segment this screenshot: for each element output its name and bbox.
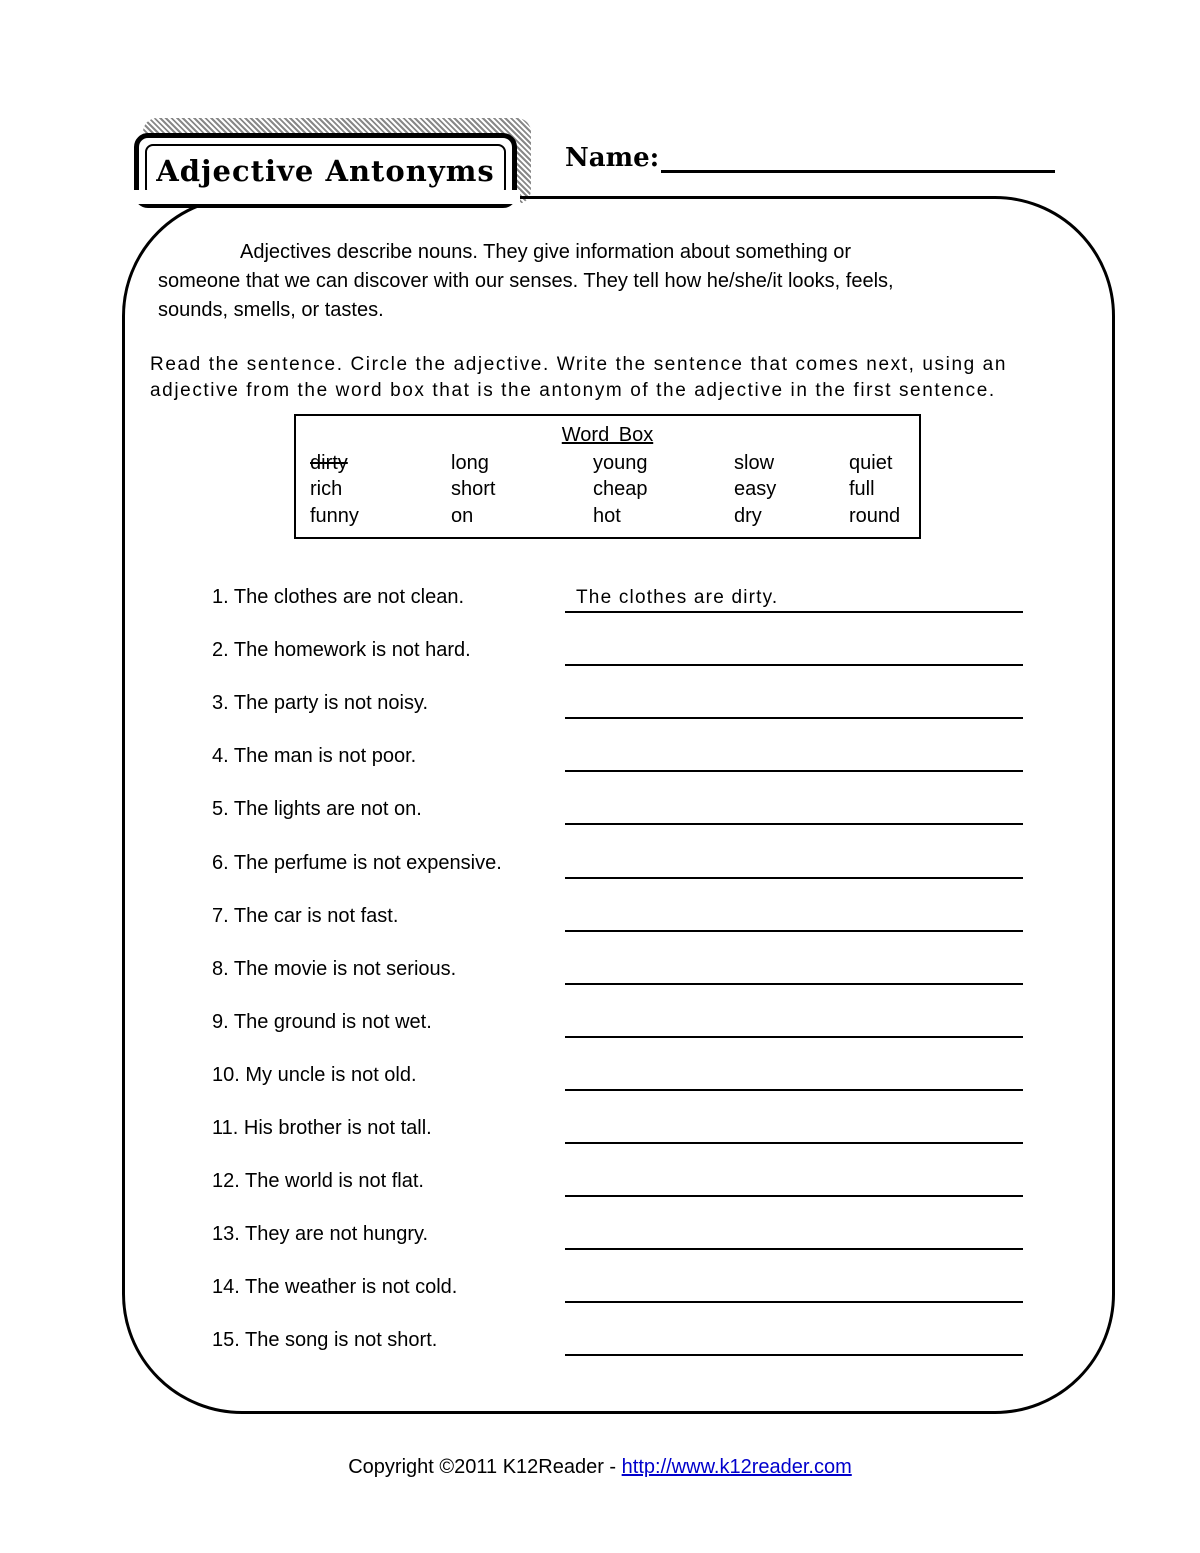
question-row [212,586,1024,616]
question-row [212,639,1024,669]
word-box-title: Word Box [561,424,654,446]
answer-line[interactable] [565,877,1023,879]
word-box-word: dry [734,505,762,527]
answer-line[interactable] [565,1036,1023,1038]
word-box-word: quiet [849,452,893,474]
answer-text: The clothes are dirty. [576,587,779,608]
question-text: 8. The movie is not serious. [212,958,457,980]
question-row [212,692,1024,722]
question-row [212,745,1024,775]
question-text: 9. The ground is not wet. [212,1011,432,1033]
instructions-line: adjective from the word box that is the antonym of the adjective in the first sentence. [150,380,996,401]
footer [0,1456,1200,1479]
word-box-word: long [451,452,489,474]
instructions-line: Read the sentence. Circle the adjective. Write the sentence that comes next, using an [150,354,1007,375]
question-text: 5. The lights are not on. [212,798,422,820]
answer-line[interactable] [565,1142,1023,1144]
question-row [212,1223,1024,1253]
word-box-word: slow [734,452,775,474]
instructions [150,352,1090,404]
answer-line[interactable] [565,770,1023,772]
name-label: Name: [565,143,660,173]
word-box-word: hot [593,505,621,527]
question-row [212,1276,1024,1306]
answer-line[interactable] [565,1301,1023,1303]
question-row [212,1117,1024,1147]
intro-line: Adjectives describe nouns. They give information about something or [240,241,852,263]
question-row [212,1329,1024,1359]
copyright-text: Copyright ©2011 K12Reader - [348,1456,622,1478]
question-row [212,798,1024,828]
footer-link[interactable]: http://www.k12reader.com [621,1456,852,1478]
question-row [212,1064,1024,1094]
name-field[interactable] [661,142,1055,173]
question-text: 2. The homework is not hard. [212,639,471,661]
question-text: 11. His brother is not tall. [212,1117,432,1139]
answer-line[interactable] [565,1195,1023,1197]
answer-line[interactable] [565,664,1023,666]
answer-line[interactable] [565,717,1023,719]
question-row [212,958,1024,988]
question-row [212,1170,1024,1200]
question-text: 14. The weather is not cold. [212,1276,458,1298]
word-box-word: round [849,505,901,527]
question-row [212,1011,1024,1041]
intro-line: someone that we can discover with our senses. They tell how he/she/it looks, feels, [158,270,894,292]
word-box-word: cheap [593,478,648,500]
question-text: 15. The song is not short. [212,1329,438,1351]
question-text: 12. The world is not flat. [212,1170,424,1192]
word-box-word: funny [310,505,359,527]
word-box-word: short [451,478,496,500]
question-text: 1. The clothes are not clean. [212,586,465,608]
word-box-word: easy [734,478,777,500]
question-row [212,852,1024,882]
name-row [565,142,1055,173]
question-text: 7. The car is not fast. [212,905,399,927]
answer-line[interactable] [565,1248,1023,1250]
answer-line[interactable] [565,983,1023,985]
word-box-word: dirty [310,452,348,474]
question-text: 3. The party is not noisy. [212,692,429,714]
question-text: 4. The man is not poor. [212,745,417,767]
word-box-word: young [593,452,648,474]
word-box [294,414,921,539]
answer-line[interactable] [565,1089,1023,1091]
question-text: 10. My uncle is not old. [212,1064,417,1086]
answer-line[interactable] [565,930,1023,932]
answer-line[interactable] [565,1354,1023,1356]
question-row [212,905,1024,935]
answer-line[interactable] [565,823,1023,825]
frame-gap [125,190,520,204]
question-text: 13. They are not hungry. [212,1223,429,1245]
intro-paragraph [158,238,1058,325]
question-text: 6. The perfume is not expensive. [212,852,502,874]
intro-line: sounds, smells, or tastes. [158,299,384,321]
page-title: Adjective Antonyms [156,153,495,188]
answer-line[interactable] [565,611,1023,613]
word-box-word: on [451,505,474,527]
word-box-word: full [849,478,875,500]
word-box-word: rich [310,478,343,500]
